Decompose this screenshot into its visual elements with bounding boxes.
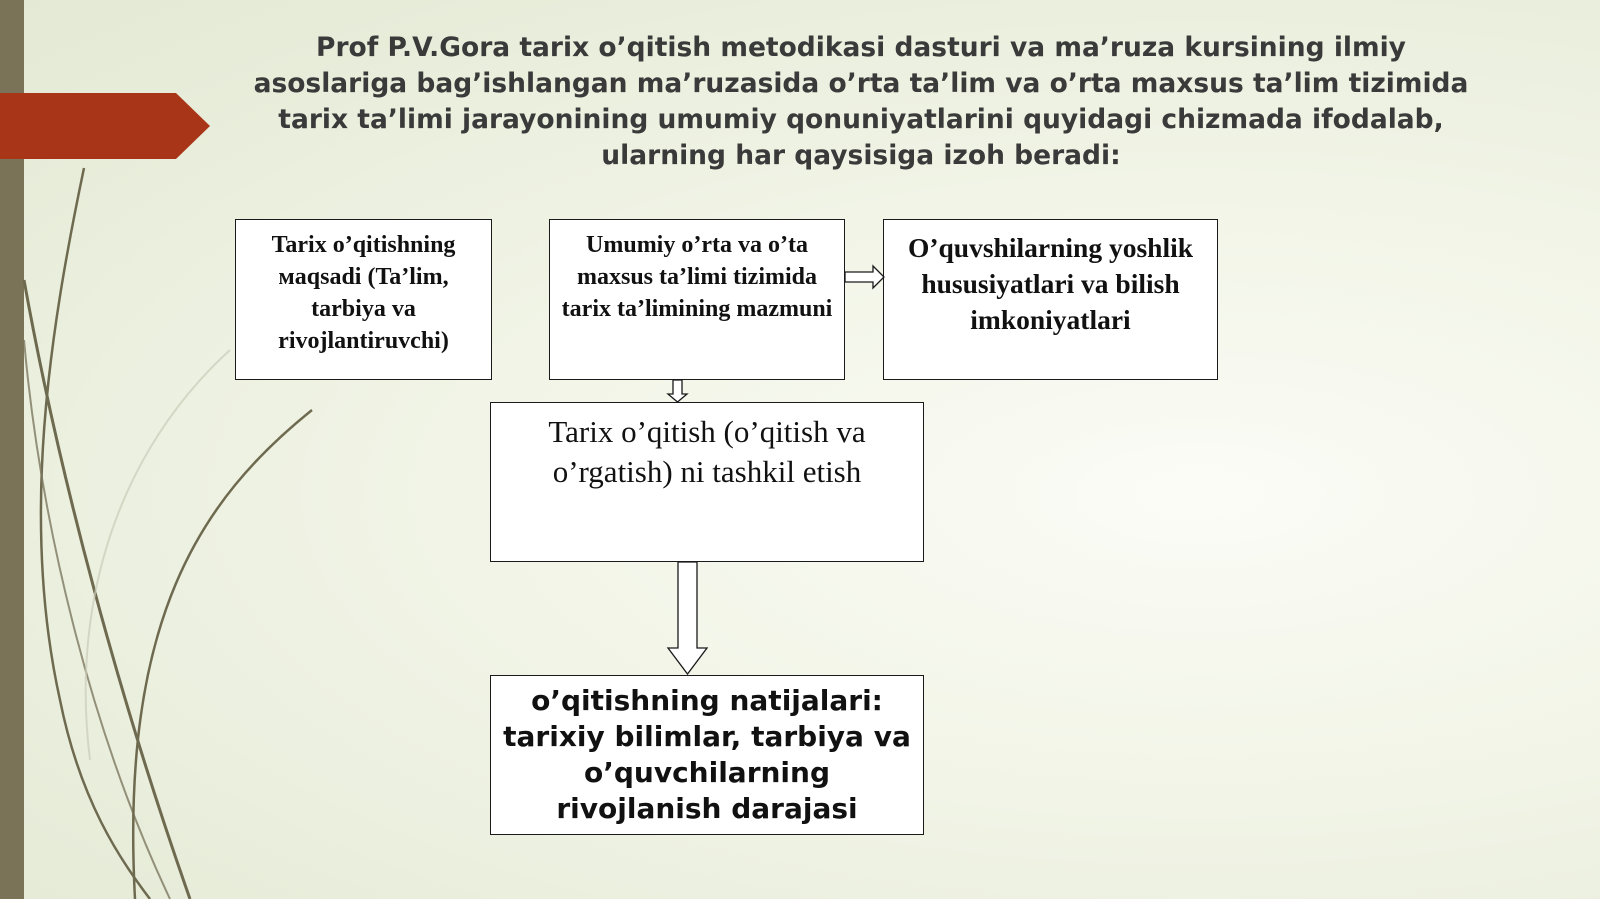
pupils-box-text: O’quvshilarning yoshlik hususiyatlari va bilish imkoniyatlari [907, 232, 1194, 335]
content-box-text: Umumiy o’rta va o’ta maxsus ta’limi tizimida tarix ta’limining mazmuni [561, 232, 833, 322]
long-down-arrow-connector [666, 562, 710, 676]
content-box [549, 219, 845, 380]
accent-pointer-shape [0, 93, 210, 159]
organization-box-text: Tarix o’qitish (o’qitish va o’rgatish) ni tashkil etish [548, 414, 866, 489]
results-box [490, 675, 924, 835]
pupils-box [883, 219, 1218, 380]
right-arrow-connector [845, 265, 885, 289]
results-box-text: o’qitishning natijalari: tarixiy bilimlar, tarbiya va o’quvchilarning rivojlanish darajasi [503, 684, 911, 825]
goal-box [235, 219, 492, 380]
slide-title: Prof P.V.Gora tarix o’qitish metodikasi dasturi va ma’ruza kursining ilmiy asoslariga bag’ishlangan ma’ruzasida o’rta ta’lim va o’rta maxsus ta’lim tizimida tarix ta’limi jarayonining umumiy qonuniyatlarini quyidagi chizmada ifodalab, ularning har qaysisiga izoh beradi: [253, 32, 1469, 171]
organization-box [490, 402, 924, 562]
short-down-arrow-connector [666, 380, 690, 403]
goal-box-text: Tarix o’qitishning мaqsadi (Ta’lim, tarbiya va rivojlantiruvchi) [271, 232, 456, 354]
